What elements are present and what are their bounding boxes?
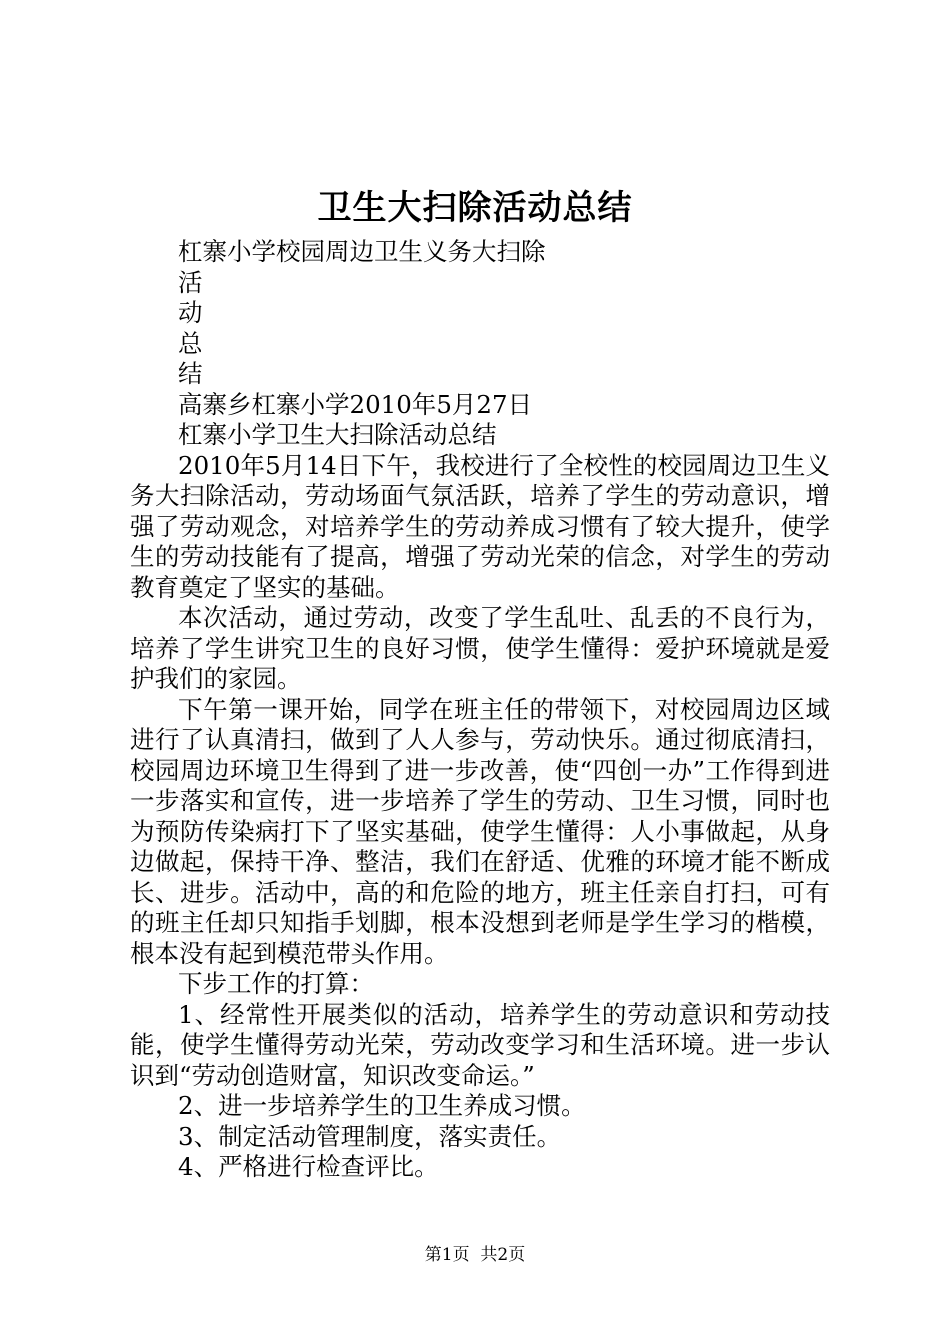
page-footer — [0, 1244, 950, 1266]
header-line-subtitle: 杠寨小学卫生大扫除活动总结 — [178, 420, 497, 449]
paragraph-effect: 本次活动，通过劳动，改变了学生乱吐、乱丢的不良行为，培养了学生讲究卫生的良好习惯，使学生懂得：爱护环境就是爱护我们的家园。 — [130, 603, 830, 693]
header-line-char-3: 总 — [178, 328, 203, 358]
paragraph-plan-3: 3、制定活动管理制度，落实责任。 — [178, 1121, 562, 1151]
header-line-char-2: 动 — [178, 298, 203, 327]
header-line-school-activity: 杠寨小学校园周边卫生义务大扫除 — [178, 237, 546, 266]
paragraph-plan-heading: 下步工作的打算： — [178, 969, 374, 998]
paragraph-plan-1: 1、经常性开展类似的活动，培养学生的劳动意识和劳动技能，使学生懂得劳动光荣，劳动改变学习和生活环境。进一步认识到“劳动创造财富，知识改变命运。” — [130, 999, 830, 1090]
paragraph-plan-2: 2、进一步培养学生的卫生养成习惯。 — [178, 1091, 586, 1120]
header-line-char-1: 活 — [178, 267, 203, 297]
header-line-char-4: 结 — [178, 359, 203, 388]
header-line-date: 高寨乡杠寨小学2010年5月27日 — [178, 389, 533, 419]
paragraph-plan-4: 4、严格进行检查评比。 — [178, 1152, 439, 1181]
paragraph-process: 下午第一课开始，同学在班主任的带领下，对校园周边区域进行了认真清扫，做到了人人参与，劳动快乐。通过彻底清扫，校园周边环境卫生得到了进一步改善，使“四创一办”工作得到进一步落实和宣传，进一步培养了学生的劳动、卫生习惯，同时也为预防传染病打下了坚实基础，使学生懂得：人小事做起，从身边做起，保持干净、整洁，我们在舒适、优雅的环境才能不断成长、进步。活动中，高的和危险的地方，班主任亲自打扫，可有的班主任却只知指手划脚，根本没想到老师是学生学习的楷模，根本没有起到模范带头作用。 — [130, 694, 830, 968]
page-number: 第1页 — [424, 1245, 470, 1265]
page-total: 共2页 — [480, 1245, 526, 1265]
document-body — [130, 237, 830, 1183]
document-title: 卫生大扫除活动总结 — [317, 188, 633, 228]
paragraph-intro: 2010年5月14日下午，我校进行了全校性的校园周边卫生义务大扫除活动，劳动场面气氛活跃，培养了学生的劳动意识，增强了劳动观念，对培养学生的劳动养成习惯有了较大提升，使学生的劳动技能有了提高，增强了劳动光荣的信念，对学生的劳动教育奠定了坚实的基础。 — [130, 450, 830, 602]
